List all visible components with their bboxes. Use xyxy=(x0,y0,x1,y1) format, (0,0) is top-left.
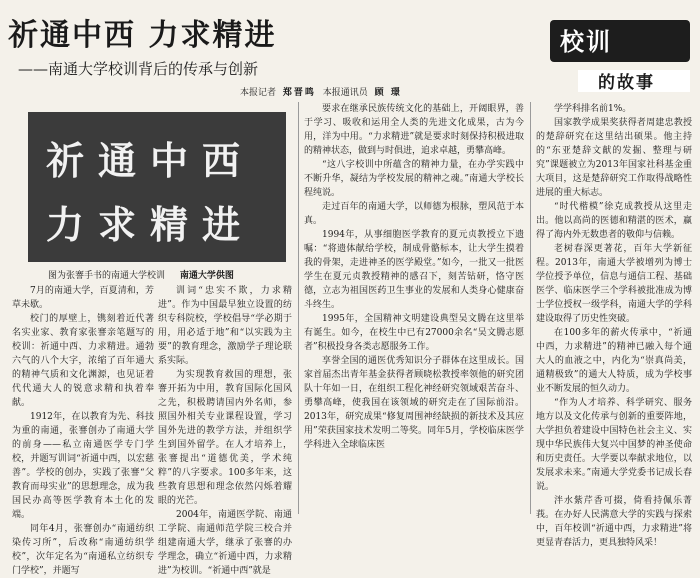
photo-caption xyxy=(48,268,234,281)
headline: 祈通中西 力求精进 xyxy=(8,18,277,53)
paragraph: 学学科排名前1%。 xyxy=(554,104,632,114)
column-badge xyxy=(550,20,690,92)
paragraph: 走过百年的南通大学，以师德为根脉，塑风范于本真。 xyxy=(304,202,524,226)
paragraph: 享誉全国的通医优秀知识分子群体在这里成长。国家首届杰出青年基金获得者顾晓松教授率领他的研究团队十年如一日，在组织工程化神经研究领域艰苦奋斗、勇攀高峰，使我国在该领域的研究走在了国际前沿。2013年，研究成果“修复周围神经缺损的新技术及其应用”荣获国家技术发明二等奖。同年5月，学校临床医学学科进入全球临床医 xyxy=(304,356,524,450)
byline xyxy=(240,85,406,98)
paragraph: 同年4月，张謇创办“南通纺织染传习所”，后改称“南通纺织学校”，次年定名为“南通私立纺织专门学校”，并题写 xyxy=(12,524,154,576)
column-divider xyxy=(530,102,531,514)
paragraph: 老树春深更著花，百年大学新征程。2013年，南通大学被增列为博士学位授予单位，信息与通信工程、基础医学、临床医学三个学科被批准成为博士学位授权一级学科，南通大学的学科建设取得了历史性突破。 xyxy=(536,244,692,324)
calligraphy-line1: 祈通中西 xyxy=(46,138,255,183)
paragraph: 1995年，全国精神文明建设典型吴文腾在这里举有诞生。如今，在校生中已有27000余名“吴文腾志愿者”积极投身各类志愿服务工作。 xyxy=(304,314,524,352)
byline-middle: 本报通讯员 xyxy=(322,88,368,98)
byline-correspondent: 顾 璟 xyxy=(374,88,402,98)
paragraph: “这八字校训中所蕴含的精神力量，在办学实践中不断升华，凝结为学校发展的精神之魂。”南通大学校长程纯说。 xyxy=(304,160,524,198)
caption-text: 图为张謇手书的南通大学校训 xyxy=(48,271,166,281)
paragraph: 要求在继承民族传统文化的基础上，开阔眼界，善于学习、吸收和运用全人类的先进文化成果，古为今用，洋为中用。“力求精进”就是要求时刻保持积极进取的精神状态，做到与时俱进，追求卓越，勇攀高峰。 xyxy=(304,104,524,156)
paragraph: 2004年，南通医学院、南通工学院、南通师范学院三校合并组建南通大学，继承了张謇的办学理念，确立“祈通中西，力求精进”为校训。“祈通中西”就是 xyxy=(158,510,292,576)
column-divider xyxy=(298,102,299,514)
badge-dark-block xyxy=(550,20,690,62)
paragraph: 校门的厚壁上，镌刻着近代著名实业家、教育家张謇亲笔题写的校训：祈通中西、力求精进。通勃六气的八个大字，浓缩了百年通大的精神气质和文化渊源，也见证着代代通大人的锐意求精和执着奉献。 xyxy=(12,314,154,408)
subheadline: ——南通大学校训背后的传承与创新 xyxy=(18,60,259,78)
byline-prefix: 本报记者 xyxy=(240,88,277,98)
badge-line2: 的故事 xyxy=(598,73,655,93)
article-column-1 xyxy=(12,284,154,576)
paragraph: “作为人才培养、科学研究、服务地方以及文化传承与创新的重要阵地，大学担负着建设中国特色社会主义、实现中华民族伟大复兴中国梦的神圣使命和历史责任。大学要以奉献求地位，以发展求未来。”南通大学党委书记成长春说。 xyxy=(536,398,692,492)
paragraph: 1912年，在以教育为先、科技为重的南通，张謇创办了南通大学的前身——私立南通医学专门学校，并题写训词“祈通中西，以宏慈善”。学校的创办，实践了张謇“父教育而母实业”的思想理念，成为我国民办高等医学教育本土化的发端。 xyxy=(12,412,154,520)
calligraphy-photo xyxy=(28,112,286,262)
paragraph: 在100多年的薪火传承中，“祈通中西，力求精进”的精神已融入每个通大人的血液之中，内化为“崇真尚美，通精极致”的通大人特质，成为学校事业不断发展的恒久动力。 xyxy=(536,328,692,394)
caption-credit: 南通大学供图 xyxy=(179,271,234,281)
calligraphy-line2: 力求精进 xyxy=(46,202,255,247)
article-column-3 xyxy=(304,102,524,514)
paragraph: 1994年，从事细胞医学教育的夏元贞教授立下遗嘱：“将遗体献给学校，制成骨骼标本，让大学生摸着我的骨架，走进神圣的医学殿堂。”如今，一批又一批医学生在夏元贞教授精神的感召下，刻苦钻研，恪守医德，立志为祖国医药卫生事业的发展和人类身心健康奋斗终生。 xyxy=(304,230,524,310)
article-column-2 xyxy=(158,284,292,576)
badge-light-block xyxy=(578,70,690,92)
paragraph: 训词“忠实不欺，力求精进”。作为中国最早独立设置的纺织专科院校，学校倡导“学必期于用，用必适于地”和“以实践为主要”的教育理念，激励学子理论联系实际。 xyxy=(158,286,292,366)
paragraph: 为实现教育救国的理想，张謇开拓为中用，教育国际化国风之先，积极聘请国内外名师，参照国外相关专业课程设置，学习国外先进的教学方法，并组织学生到国外留学。在人才培养上，张謇提出“道德优美，学术纯粹”的八字要求。100多年来，这些教育思想和理念依然闪烁着耀眼的光芒。 xyxy=(158,370,292,506)
paragraph: 泮水紫芹香可掇，倚看持佩乐菁莪。在办好人民满意大学的实践与探索中，百年校训“祈通中西，力求精进”将更显青春活力，更具独特风采！ xyxy=(536,496,692,548)
paragraph: “时代楷模”徐克成教授从这里走出。他以高尚的医德和精湛的医术，赢得了海内外无数患者的敬仰与信赖。 xyxy=(536,202,692,240)
article-column-4 xyxy=(536,102,692,548)
paragraph: 7月的南通大学，百夏清和，芳草未歇。 xyxy=(12,286,154,310)
badge-line1: 校训 xyxy=(560,28,612,56)
paragraph: 国家教学成果奖获得者周建忠教授的楚辞研究在这里结出硕果。他主持的“东亚楚辞文献的发掘、整理与研究”课题被立为2013年国家社科基金重大项目，这是楚辞研究工作取得战略性进展的重大标志。 xyxy=(536,118,692,198)
byline-reporter: 郑晋鸣 xyxy=(282,88,316,98)
